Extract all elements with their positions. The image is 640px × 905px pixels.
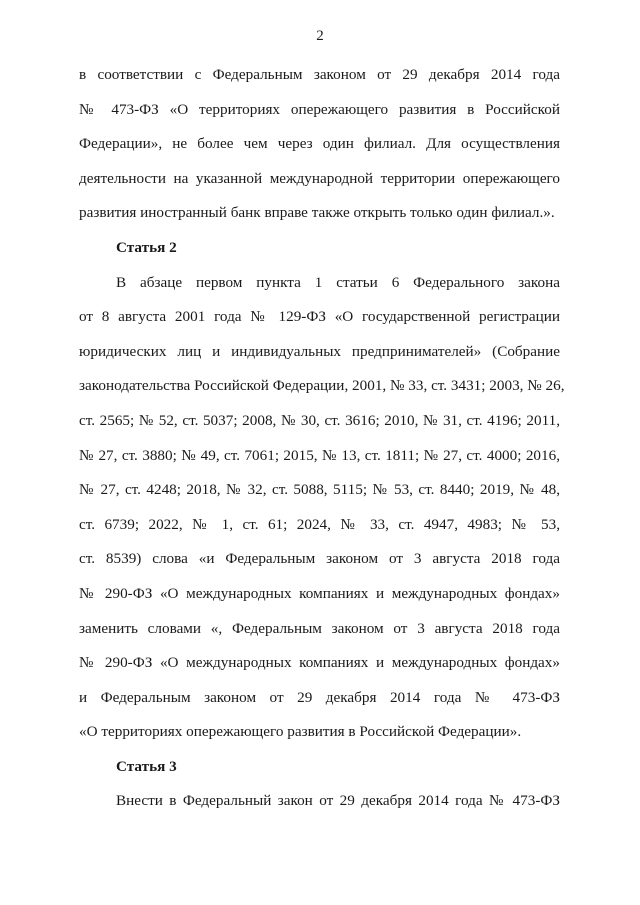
text-line: № 290-ФЗ «О международных компаниях и международных фондах» xyxy=(79,584,560,602)
text-line: «О территориях опережающего развития в Российской Федерации». xyxy=(79,723,522,741)
article-heading: Статья 3 xyxy=(116,757,177,775)
text-line: № 473-ФЗ «О территориях опережающего развития в Российской xyxy=(79,100,560,118)
text-line: законодательства Российской Федерации, 2001, № 33, ст. 3431; 2003, № 26, xyxy=(79,377,565,395)
text-line: ст. 8539) слова «и Федеральным законом от 3 августа 2018 года xyxy=(79,550,560,568)
text-line: В абзаце первом пункта 1 статьи 6 Федерального закона xyxy=(116,273,560,291)
text-line: от 8 августа 2001 года № 129-ФЗ «О государственной регистрации xyxy=(79,308,560,326)
text-line: и Федеральным законом от 29 декабря 2014 года № 473-ФЗ xyxy=(79,688,560,706)
text-line: Федерации», не более чем через один филиал. Для осуществления xyxy=(79,135,560,153)
text-line: деятельности на указанной международной территории опережающего xyxy=(79,169,560,187)
text-line: в соответствии с Федеральным законом от 29 декабря 2014 года xyxy=(79,66,560,83)
document-body xyxy=(79,58,565,819)
text-line: № 27, ст. 4248; 2018, № 32, ст. 5088, 5115; № 53, ст. 8440; 2019, № 48, xyxy=(79,481,560,499)
text-line: № 27, ст. 3880; № 49, ст. 7061; 2015, № 13, ст. 1811; № 27, ст. 4000; 2016, xyxy=(79,446,560,464)
text-line: заменить словами «, Федеральным законом от 3 августа 2018 года xyxy=(79,619,560,637)
text-line: Внести в Федеральный закон от 29 декабря 2014 года № 473-ФЗ xyxy=(116,792,560,810)
article-heading: Статья 2 xyxy=(116,238,177,256)
text-line: развития иностранный банк вправе также открыть только один филиал.». xyxy=(79,204,555,222)
text-line: ст. 2565; № 52, ст. 5037; 2008, № 30, ст. 3616; 2010, № 31, ст. 4196; 2011, xyxy=(79,411,560,429)
text-line: юридических лиц и индивидуальных предпринимателей» (Собрание xyxy=(79,342,560,360)
text-line: № 290-ФЗ «О международных компаниях и международных фондах» xyxy=(79,654,560,672)
text-line: ст. 6739; 2022, № 1, ст. 61; 2024, № 33, ст. 4947, 4983; № 53, xyxy=(79,515,560,533)
page-number: 2 xyxy=(316,28,324,44)
